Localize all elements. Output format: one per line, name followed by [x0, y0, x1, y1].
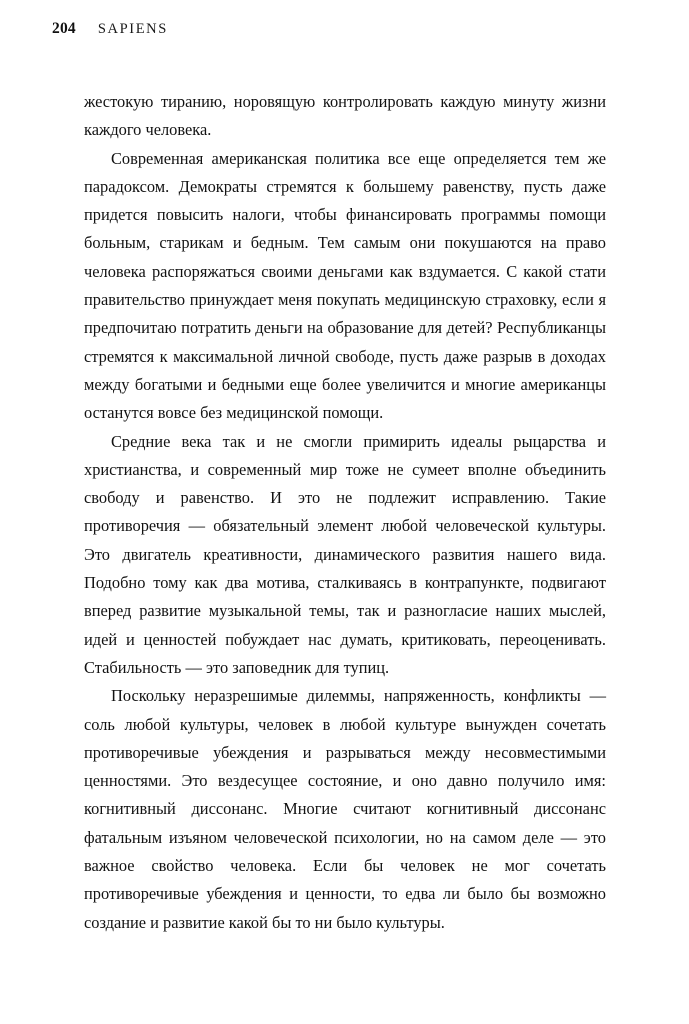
paragraph: Поскольку неразрешимые дилеммы, напряженность, конфликты — соль любой культуры, человек в любой культуре вынужден сочетать противоречивые убеждения и разрываться между несовместимыми ценностями. Это вездесущее состояние, и оно давно получило имя: когнитивный диссонанс. Многие считают когнитивный диссонанс фатальным изъяном человеческой психологии, но на самом деле — это важное свойство человека. Если бы человек не мог сочетать противоречивые убеждения и ценности, то едва ли было бы возможно создание и развитие какой бы то ни было культуры. — [84, 686, 606, 932]
book-title: SAPIENS — [97, 21, 168, 37]
paragraph: Современная американская политика все еще определяется тем же парадоксом. Демократы стремятся к большему равенству, пусть даже придется повысить налоги, чтобы финансировать программы помощи больным, старикам и бедным. Тем самым они покушаются на право человека распоряжаться своими деньгами как вздумается. С какой стати правительство принуждает меня покупать медицинскую страховку, если я предпочитаю потратить деньги на образование для детей? Республиканцы стремятся к максимальной личной свободе, пусть даже разрыв в доходах между богатыми и бедными еще более увеличится и многие американцы останутся вовсе без медицинской помощи. — [84, 148, 606, 423]
running-head — [52, 20, 637, 46]
paragraph: жестокую тиранию, норовящую контролировать каждую минуту жизни каждого человека. — [84, 92, 606, 140]
page-number: 204 — [52, 20, 76, 37]
paragraph: Средние века так и не смогли примирить идеалы рыцарства и христианства, и современный мир тоже не сумеет вполне объединить свободу и равенство. И это не подлежит исправлению. Такие противоречия — обязательный элемент любой человеческой культуры. Это двигатель креативности, динамического развития нашего вида. Подобно тому как два мотива, сталкиваясь в контрапункте, подвигают вперед развитие музыкальной темы, так и разногласие наших мыслей, идей и ценностей побуждает нас думать, критиковать, переоценивать. Стабильность — это заповедник для тупиц. — [84, 431, 606, 677]
body-text — [84, 88, 606, 937]
